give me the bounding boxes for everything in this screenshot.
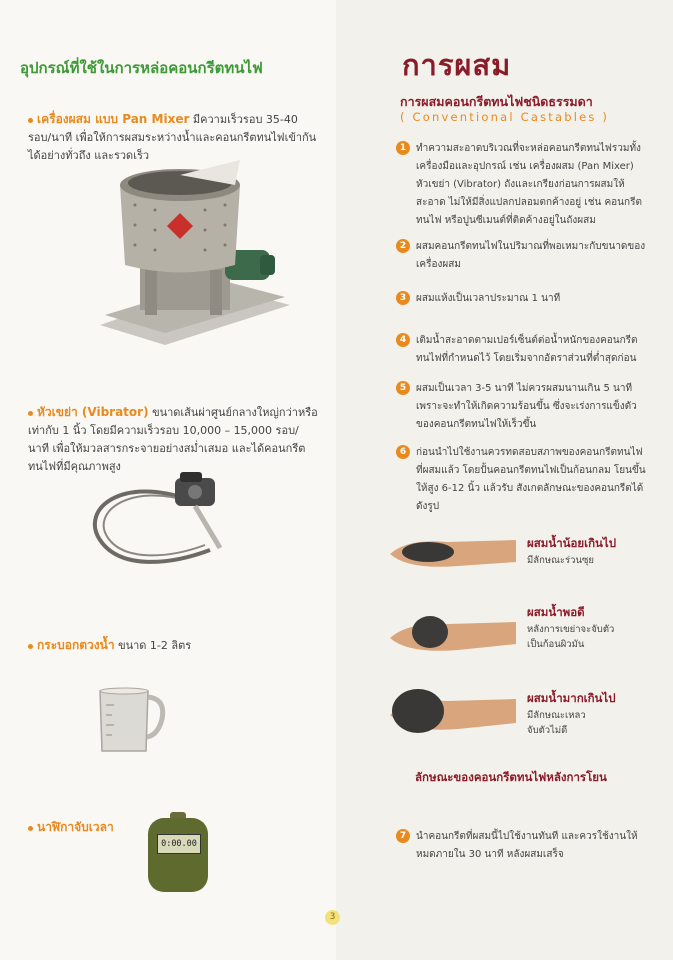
hand-good-mix-photo <box>388 610 518 658</box>
step-number-badge: 5 <box>396 381 410 395</box>
step-7 <box>396 828 646 864</box>
measuring-cup-name: กระบอกตวงน้ำ <box>37 638 115 652</box>
mixing-subtitle: การผสมคอนกรีตทนไฟชนิดธรรมดา <box>400 94 593 109</box>
step-number-badge: 6 <box>396 445 410 459</box>
pan-mixer-desc-1: มีความเร็วรอบ 35-40 รอบ/นาที <box>28 113 298 144</box>
measuring-cup-photo <box>92 685 172 755</box>
step-number-badge: 3 <box>396 291 410 305</box>
step-5 <box>396 380 646 434</box>
result-desc: มีลักษณะเหลว <box>527 710 586 721</box>
step-4 <box>396 332 646 368</box>
stopwatch-name: นาฬิกาจับเวลา <box>37 820 114 834</box>
bullet-icon <box>28 118 33 123</box>
step-text: นำคอนกรีตที่ผสมนี้ไปใช้งานทันที และควรใช้งานให้หมดภายใน 30 นาที หลังผสมเสร็จ <box>416 831 638 860</box>
result-desc: หลังการเขย่าจะจับตัว <box>527 624 615 635</box>
step-number-badge: 7 <box>396 829 410 843</box>
step-number-badge: 1 <box>396 141 410 155</box>
vibrator-name: หัวเขย่า (Vibrator) <box>37 405 149 419</box>
step-text: เติมน้ำสะอาดตามเปอร์เซ็นต์ต่อน้ำหนักของคอนกรีตทนไฟที่กำหนดไว้ โดยเริ่มจากอัตราส่วนที่ต่ำสุดก่อน <box>416 335 638 364</box>
measuring-cup-desc: ขนาด 1-2 ลิตร <box>118 639 192 652</box>
step-3 <box>396 290 646 308</box>
step-text: ผสมแห้งเป็นเวลาประมาณ 1 นาที <box>416 293 561 304</box>
mixing-title: การผสม <box>402 48 512 82</box>
result-label: ผสมน้ำมากเกินไป <box>527 691 616 705</box>
page-number: 3 <box>325 910 340 925</box>
step-text: ทำความสะอาดบริเวณที่จะหล่อคอนกรีตทนไฟรวมทั้งเครื่องมือและอุปกรณ์ เช่น เครื่องผสม (Pan Mixer) หัวเขย่า (Vibrator) ถังและเกรียงก่อนการผสมให้สะอาด ไม่ให้มีสิ่งแปลกปลอมตกค้างอยู่ เช่น คอนกรีตทนไฟ หรือปูนซีเมนต์ที่ติดค้างอยู่ในถังผสม <box>416 143 642 226</box>
result-label: ผสมน้ำพอดี <box>527 605 585 619</box>
measuring-cup-text <box>28 636 318 655</box>
step-1 <box>396 140 646 230</box>
step-text: ผสมคอนกรีตทนไฟในปริมาณที่พอเหมาะกับขนาดของเครื่องผสม <box>416 241 646 270</box>
vibrator-photo <box>80 470 250 580</box>
mixing-subtitle-en: ( Conventional Castables ) <box>400 110 610 124</box>
bullet-icon <box>28 411 33 416</box>
equipment-title: อุปกรณ์ที่ใช้ในการหล่อคอนกรีตทนไฟ <box>20 59 263 77</box>
step-text: ก่อนนำไปใช้งานควรทดสอบสภาพของคอนกรีตทนไฟที่ผสมแล้ว โดยปั้นคอนกรีตทนไฟเป็นก้อนกลม โยนขึ้นให้สูง 6-12 นิ้ว แล้วรับ สังเกตลักษณะของคอนกรีตได้ดังรูป <box>416 447 646 512</box>
pan-mixer-desc-2: เพื่อให้การผสมระหว่างน้ำและคอนกรีตทนไฟเข้ากันได้อย่างทั่วถึง และรวดเร็ว <box>28 131 317 162</box>
step-6 <box>396 444 646 516</box>
vibrator-desc-2: 1 นิ้ว โดยมีความเร็วรอบ 10,000 – 15,000 รอบ/นาที เพื่อให้มวลสารกระจายอย่างสม่ำเสมอ และได้คอนกรีตทนไฟที่มีคุณภาพสูง <box>28 424 306 473</box>
result-desc-2: เป็นก้อนผิวมัน <box>527 639 585 650</box>
bullet-icon <box>28 644 33 649</box>
result-dry <box>527 535 616 568</box>
bullet-icon <box>28 826 33 831</box>
result-caption: ลักษณะของคอนกรีตทนไฟหลังการโยน <box>415 770 607 784</box>
step-2 <box>396 238 646 274</box>
vibrator-desc-1: ขนาดเส้นผ่าศูนย์กลางใหญ่กว่าหรือเท่ากับ <box>28 406 318 437</box>
vibrator-text <box>28 403 318 476</box>
pan-mixer-photo <box>95 155 290 345</box>
result-label: ผสมน้ำน้อยเกินไป <box>527 536 617 550</box>
result-desc-2: จับตัวไม่ดี <box>527 725 568 736</box>
step-text: ผสมเป็นเวลา 3-5 นาที ไม่ควรผสมนานเกิน 5 นาที เพราะจะทำให้เกิดความร้อนขึ้น ซึ่งจะเร่งการแข็งตัวของคอนกรีตทนไฟให้เร็วขึ้น <box>416 383 637 430</box>
step-number-badge: 4 <box>396 333 410 347</box>
hand-dry-mix-photo <box>388 530 518 572</box>
pan-mixer-name: เครื่องผสม แบบ Pan Mixer <box>37 112 190 126</box>
result-good <box>527 604 614 652</box>
stopwatch-display: 0:00.00 <box>157 834 201 854</box>
result-desc: มีลักษณะร่วนซุย <box>527 555 594 566</box>
step-number-badge: 2 <box>396 239 410 253</box>
hand-wet-mix-photo <box>388 685 518 740</box>
stopwatch-photo <box>148 812 208 892</box>
result-wet <box>527 690 616 738</box>
